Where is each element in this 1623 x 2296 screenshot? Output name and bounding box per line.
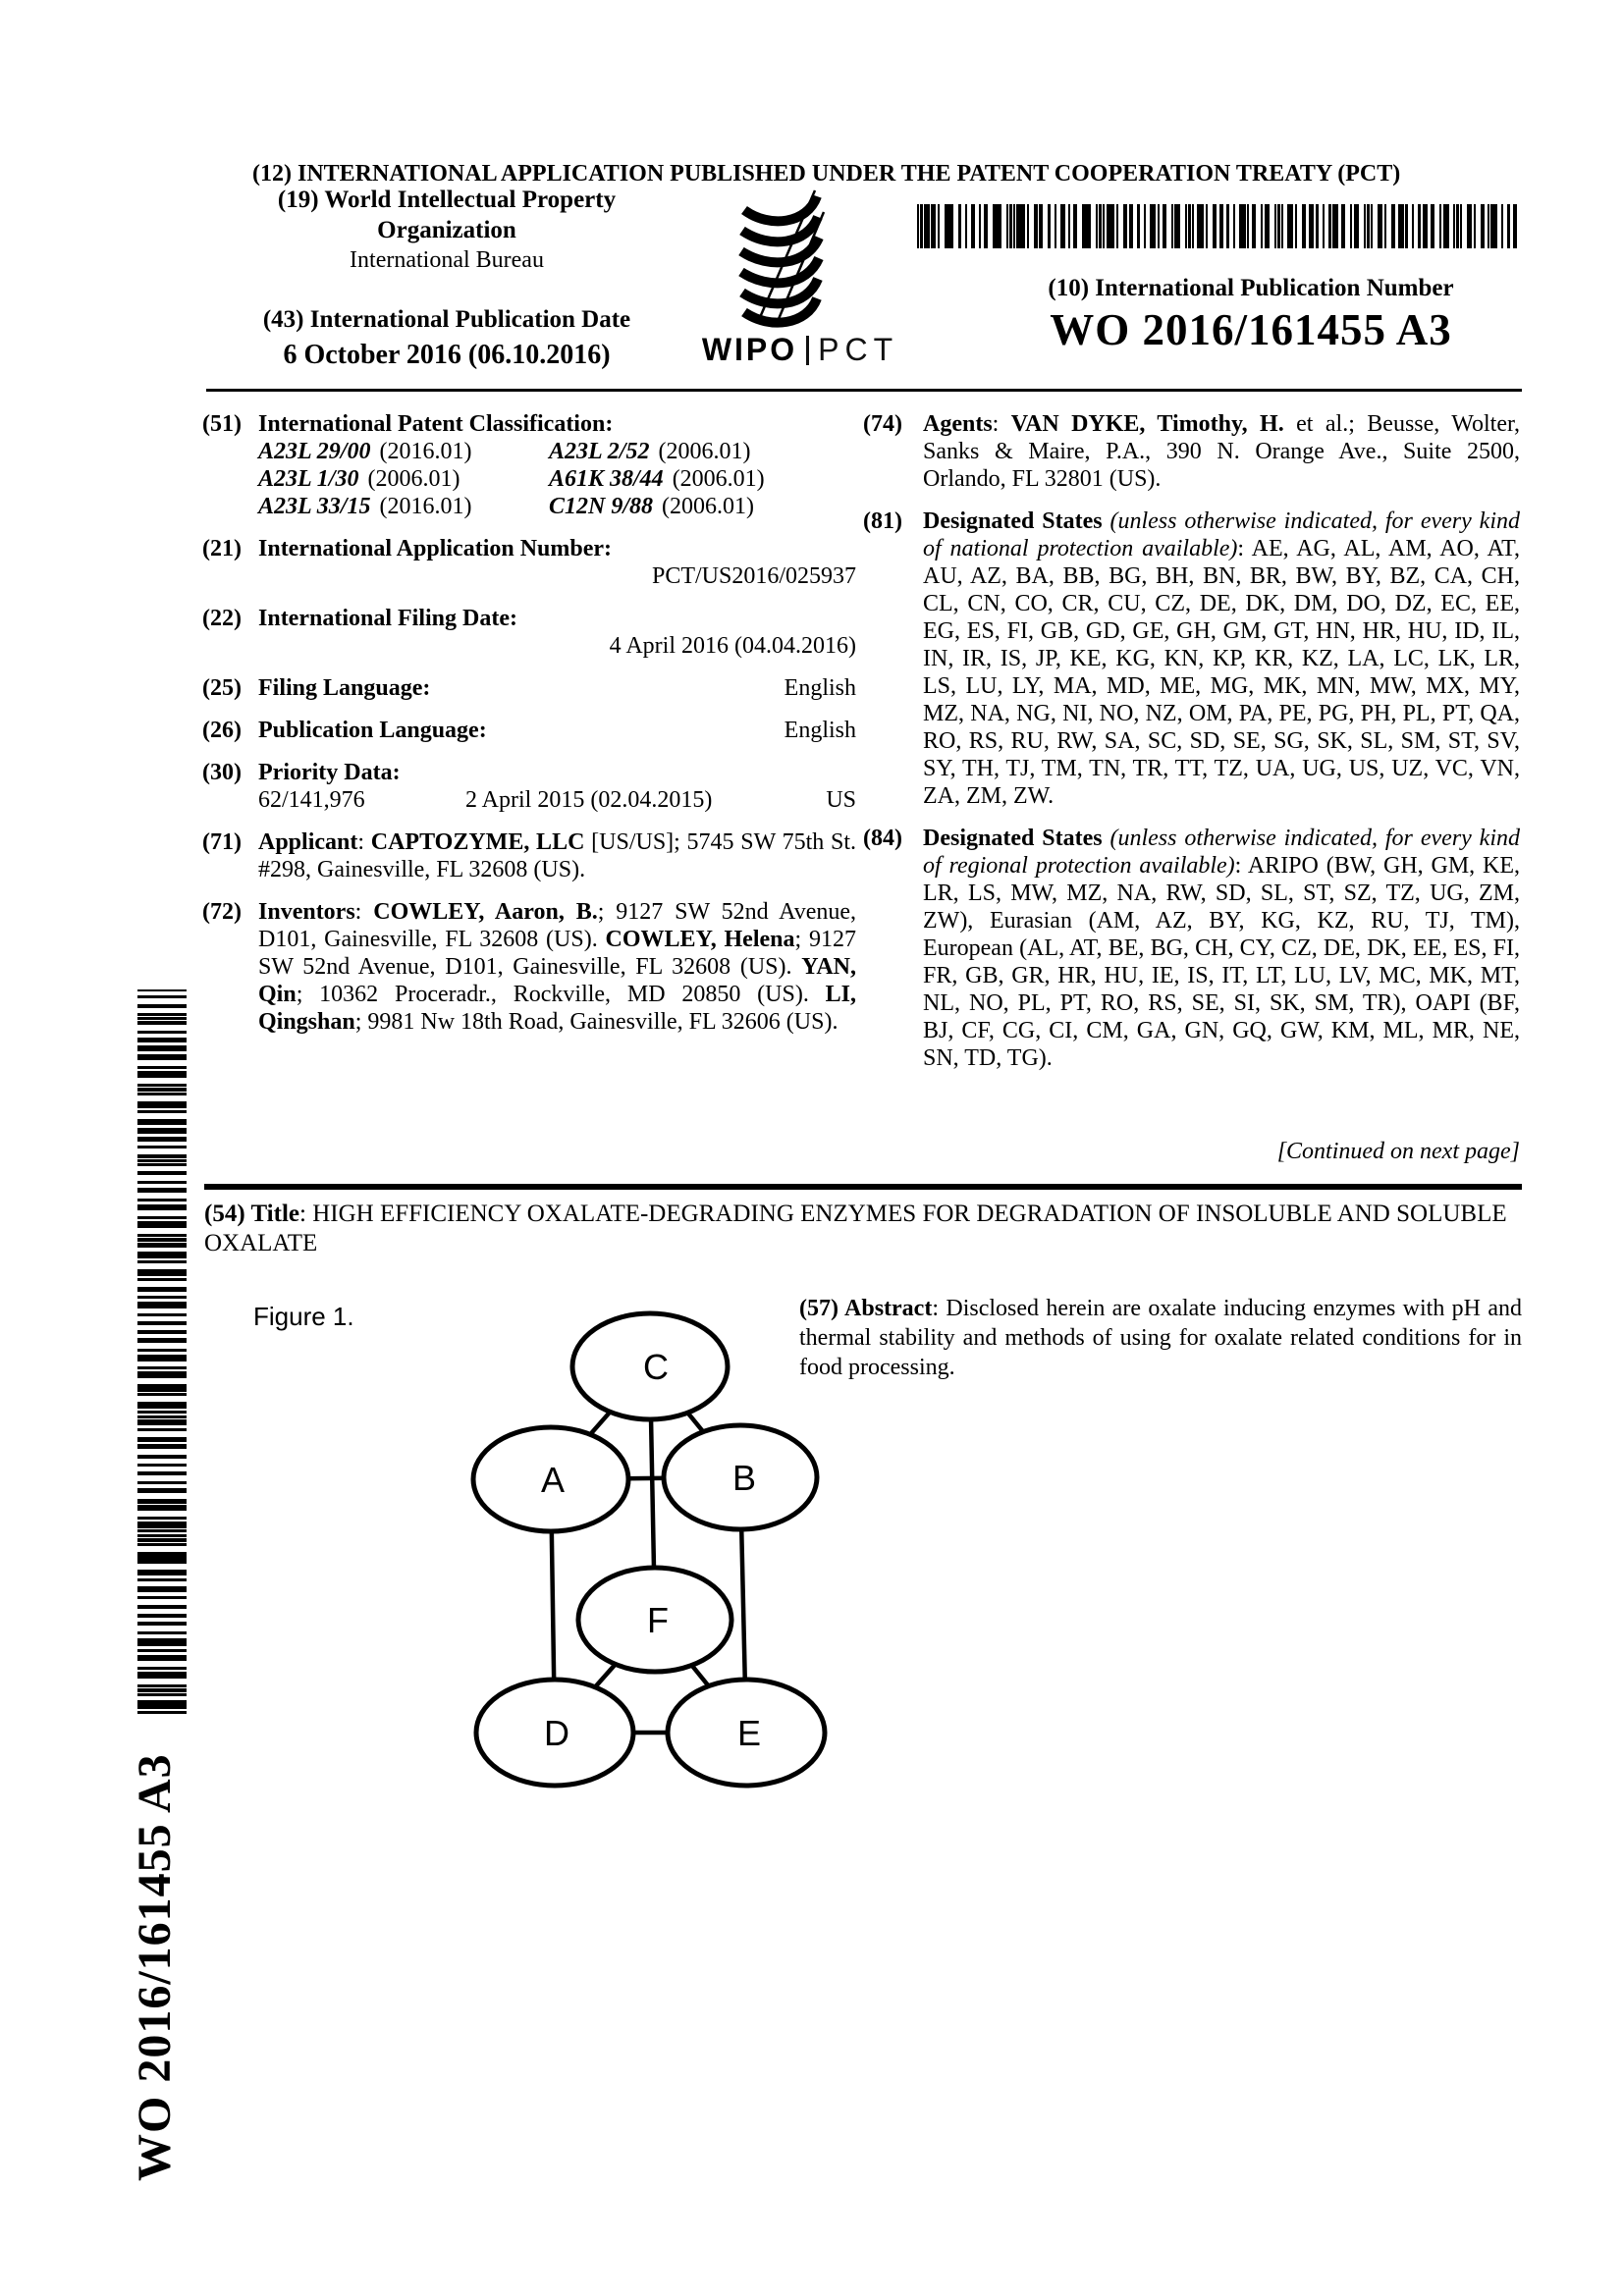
filing-date-value: 4 April 2016 (04.04.2016): [609, 633, 856, 659]
ipc-entry: A23L 33/15 (2016.01): [258, 494, 472, 519]
ipc-entry: C12N 9/88 (2006.01): [549, 494, 754, 519]
publication-language-label: Publication Language:: [258, 718, 487, 743]
wipo-wordmark: WIPO: [701, 332, 798, 367]
title-divider-rule: [204, 1184, 1522, 1190]
designated-states-national-text: Designated States (unless otherwise indicated, for every kind of national protection available): AE, AG, AL, AM, AO, AT, AU, AZ, BA, BB, BG, BH, BN, BR, BW, BY, BZ, CA, CH, CL, CN, CO, CR, CU, CZ, DE, DK, DM, DO, DZ, EC, EE, EG, ES, FI, GB, GD, GE, GH, GM, GT, HN, HR, HU, ID, IL, IN, IR, IS, JP, KE, KG, KN, KP, KR, KZ, LA, LC, LK, LR, LS, LU, LY, MA, MD, ME, MG, MK, MN, MW, MX, MY, MZ, NA, NG, NI, NO, NZ, OM, PA, PE, PG, PH, PL, PT, QA, RO, RS, RU, RW, SA, SC, SD, SE, SG, SK, SL, SM, ST, SV, SY, TH, TJ, TM, TN, TR, TT, TZ, UA, UG, US, UZ, VC, VN, ZA, ZM, ZW.: [923, 508, 1521, 809]
agent-name: VAN DYKE, Timothy, H.: [1010, 411, 1284, 437]
field-71-applicant: [202, 828, 856, 883]
title-section: (54) Title: HIGH EFFICIENCY OXALATE-DEGRADING ENZYMES FOR DEGRADATION OF INSOLUBLE AND SOLUBLE OXALATE: [204, 1201, 1507, 1256]
field-number: (21): [202, 536, 242, 561]
pub-number-label: (10) International Publication Number: [1048, 275, 1454, 301]
field-number: (26): [202, 718, 242, 743]
title-text-line1: HIGH EFFICIENCY OXALATE-DEGRADING ENZYMES FOR DEGRADATION OF INSOLUBLE AND SOLUBLE: [312, 1201, 1507, 1227]
field-30-priority-data: [202, 759, 856, 814]
field-22-filing-date: [202, 605, 856, 660]
field-number: (74): [863, 411, 902, 437]
field-19-number: (19): [277, 187, 319, 213]
pub-date-label: (43) International Publication Date: [262, 306, 631, 333]
title-text-line2: OXALATE: [204, 1230, 318, 1256]
inventor-name: YAN, Qin: [258, 954, 856, 1007]
ipc-entry: A23L 29/00 (2016.01): [258, 439, 472, 464]
field-10-number: (10): [1048, 275, 1090, 301]
ipc-label: International Patent Classification:: [258, 411, 614, 437]
agents-text: Agents: VAN DYKE, Timothy, H. et al.; Beusse, Wolter, Sanks & Maire, P.A., 390 N. Orange Ave., Suite 2500, Orlando, FL 32801 (US).: [923, 411, 1520, 492]
abstract-section: (57) Abstract: Disclosed herein are oxalate inducing enzymes with pH and thermal stability and methods of using for oxalate related conditions for in food processing.: [799, 1296, 1523, 1380]
field-number: (22): [202, 606, 242, 631]
abstract-label: (57) Abstract: [799, 1296, 933, 1321]
figure-caption: Figure 1.: [253, 1302, 354, 1331]
node-label: E: [736, 1713, 762, 1753]
field-25-filing-language: [202, 674, 856, 702]
figure-1-graph-diagram: [344, 1308, 893, 2093]
field-51-ipc: [202, 410, 856, 520]
inventors-text: Inventors: COWLEY, Aaron, B.; 9127 SW 52nd Avenue, D101, Gainesville, FL 32608 (US). COWLEY, Helena; 9127 SW 52nd Avenue, D101, Gainesville, FL 32608 (US). YAN, Qin; 10362 Proceradr., Rockville, MD 20850 (US). LI, Qingshan; 9981 Nw 18th Road, Gainesville, FL 32606 (US).: [258, 899, 857, 1035]
org-name-line2: Organization: [377, 217, 516, 243]
priority-app-number: 62/141,976: [258, 787, 365, 813]
header-divider-rule: [206, 389, 1522, 392]
applicant-text: Applicant: CAPTOZYME, LLC [US/US]; 5745 SW 75th St. #298, Gainesville, FL 32608 (US).: [258, 829, 857, 882]
sidebar-barcode: [137, 989, 187, 1714]
field-74-agents: [863, 410, 1520, 493]
publication-language-value: English: [784, 718, 856, 743]
abstract-text: Disclosed herein are oxalate inducing enzymes with pH and thermal stability and methods of using for oxalate related conditions for in food processing.: [799, 1296, 1523, 1380]
treaty-header-line: (12) INTERNATIONAL APPLICATION PUBLISHED UNDER THE PATENT COOPERATION TREATY (PCT): [252, 161, 1401, 187]
inventor-name: LI, Qingshan: [258, 982, 856, 1035]
filing-date-label: International Filing Date:: [258, 606, 517, 631]
field-43-number: (43): [262, 306, 304, 333]
field-number: (84): [863, 826, 902, 851]
wipo-logo-icon: [725, 185, 835, 332]
field-number: (71): [202, 829, 242, 855]
inventor-name: COWLEY, Helena: [605, 927, 795, 952]
title-label: (54) Title: [204, 1201, 299, 1227]
field-81-designated-states: [863, 507, 1520, 810]
priority-date: 2 April 2015 (02.04.2015): [465, 787, 713, 813]
field-72-inventors: [202, 898, 856, 1036]
designated-states-regional-text: Designated States (unless otherwise indicated, for every kind of regional protection available): ARIPO (BW, GH, GM, KE, LR, LS, MW, MZ, NA, RW, SD, SL, ST, SZ, TZ, UG, ZM, ZW), Eurasian (AM, AZ, BY, KG, KZ, RU, TJ, TM), European (AL, AT, BE, BG, CH, CY, CZ, DE, DK, EE, ES, FI, FR, GB, GR, HR, HU, IE, IS, IT, LT, LU, LV, MC, MK, MT, NL, NO, PL, PT, RO, RS, SE, SI, SK, SM, TR), OAPI (BF, BJ, CF, CG, CI, CM, GA, GN, GQ, GW, KM, ML, MR, NE, SN, TD, TG).: [923, 826, 1521, 1071]
field-number: (30): [202, 760, 242, 785]
pct-wordmark: PCT: [818, 332, 899, 367]
field-number: (81): [863, 508, 902, 534]
application-number-value: PCT/US2016/025937: [651, 563, 856, 589]
ipc-entry: A23L 1/30 (2006.01): [258, 466, 460, 492]
ipc-entries: [258, 438, 856, 520]
ipc-entry: A23L 2/52 (2006.01): [549, 439, 751, 464]
applicant-name: CAPTOZYME, LLC: [370, 829, 585, 855]
org-bureau: International Bureau: [350, 247, 544, 273]
bibliographic-right-column: [863, 410, 1520, 1087]
field-number: (25): [202, 675, 242, 701]
org-name-line1: (19) World Intellectual Property: [277, 187, 617, 213]
field-number: (72): [202, 899, 242, 925]
node-label: D: [544, 1713, 569, 1753]
pub-date-value: 6 October 2016 (06.10.2016): [283, 340, 611, 370]
inventor-name: COWLEY, Aaron, B.: [373, 899, 598, 925]
node-label: B: [731, 1458, 757, 1498]
wordmark-divider: [806, 336, 809, 365]
node-label: F: [647, 1600, 669, 1640]
filing-language-label: Filing Language:: [258, 675, 431, 701]
field-26-publication-language: [202, 717, 856, 744]
node-label: C: [643, 1347, 669, 1387]
pub-number-value: WO 2016/161455 A3: [1050, 305, 1452, 354]
filing-language-value: English: [784, 675, 856, 701]
ipc-entry: A61K 38/44 (2006.01): [549, 466, 765, 492]
priority-entry: [258, 786, 856, 814]
wipo-pct-wordmark: [677, 332, 923, 368]
field-84-designated-states: [863, 825, 1520, 1072]
field-21-application-number: [202, 535, 856, 590]
bibliographic-left-column: [202, 410, 856, 1050]
header-left-block: [211, 185, 682, 371]
priority-country: US: [826, 787, 856, 813]
publication-barcode: [917, 204, 1519, 248]
application-number-label: International Application Number:: [258, 536, 613, 561]
field-number: (51): [202, 411, 242, 437]
sidebar-publication-number: WO 2016/161455 A3: [129, 1753, 181, 2181]
priority-label: Priority Data:: [258, 760, 401, 785]
node-label: A: [540, 1460, 566, 1500]
continued-note: [Continued on next page]: [1276, 1139, 1520, 1164]
